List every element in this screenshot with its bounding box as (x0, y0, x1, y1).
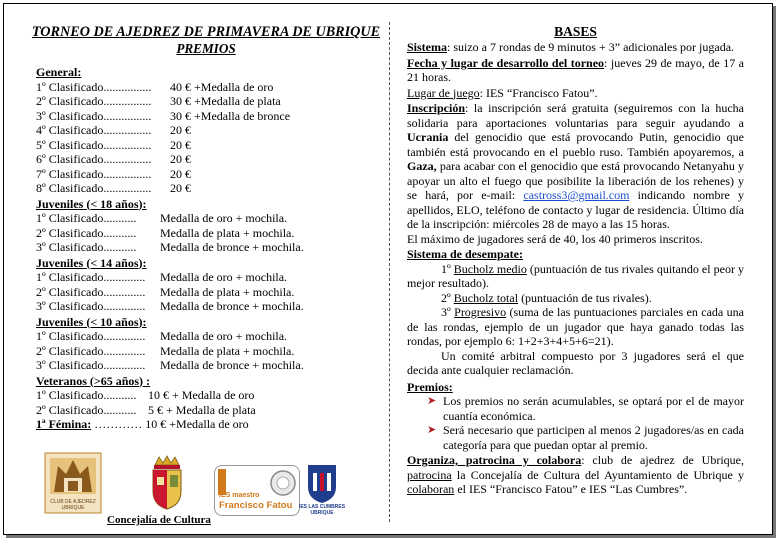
place-label: 2º Clasificado................ (36, 94, 152, 108)
organiza-text-3: el IES “Francisco Fatou” e IES “Las Cumbres”. (454, 482, 688, 496)
prize-row (36, 123, 376, 138)
prize-value: Medalla de oro + mochila. (160, 211, 288, 225)
femina-row (36, 417, 376, 432)
club-logo-text: CLUB DE AJEDREZ UBRIQUE (50, 499, 96, 511)
prize-value: 20 € (170, 181, 191, 195)
ies-fatou-line2: Francisco Fatou (219, 500, 293, 511)
ucrania-text: Ucrania (407, 130, 449, 144)
comite-text: Un comité arbitral compuesto por 3 jugadores será el que decida ante cualquier reclamación. (407, 348, 744, 377)
tournament-title: TORNEO DE AJEDREZ DE PRIMAVERA DE UBRIQUE (31, 24, 381, 40)
cumbres-logo-text: IES LAS CUMBRES UBRIQUE (298, 504, 346, 516)
inscripcion-text-4: indicando nombre y apellidos, ELO, teléfono de contacto y lugar de residencia. Último día de la inscripción: miércoles 28 de mayo a las 15 horas. (407, 188, 744, 231)
place-label: 2º Clasificado........... (36, 402, 137, 417)
place-label: 4º Clasificado................ (36, 123, 152, 137)
premio-2-text: Será necesario que participen al menos 2 jugadores/as en cada categoría para que puedan optar al premio. (443, 423, 744, 452)
prize-value: Medalla de oro + mochila. (160, 329, 288, 343)
prize-row (36, 138, 376, 153)
prize-row (36, 358, 376, 373)
inscripcion-text-3: para acabar con el genocidio que está provocando Netanyahu y apoyar un alto el fuego que posibilite la liberación de los rehenes) y se hará, por e-mail: (407, 159, 744, 202)
colaboran-label: colaboran (407, 482, 455, 496)
gaza-text: Gaza, (407, 159, 437, 173)
desempate-1 (407, 262, 744, 291)
juv14-list (36, 270, 376, 314)
desempate-2-label: Bucholz total (453, 290, 519, 305)
premio-bullet-1 (427, 394, 744, 423)
desempate-1-num: 1º (441, 261, 454, 276)
email-link[interactable]: castross3@gmail.com (523, 188, 630, 202)
prize-row (36, 329, 376, 344)
prize-value: Medalla de bronce + mochila. (160, 240, 304, 254)
place-label: 3º Clasificado.............. (36, 358, 146, 372)
inscripcion-paragraph (407, 101, 744, 232)
prize-value: Medalla de bronce + mochila. (160, 358, 304, 372)
juv14-heading: Juveniles (< 14 años): (36, 255, 147, 270)
bullet-icon: ➤ (427, 395, 437, 407)
sistema-text: : suizo a 7 rondas de 9 minutos + 3” adicionales por jugada. (447, 40, 735, 54)
prizes-title: PREMIOS (176, 41, 236, 56)
place-label: 8º Clasificado................ (36, 181, 152, 195)
ies-cumbres-logo (300, 461, 344, 521)
fecha-text: : jueves 29 de mayo, de 17 a 21 horas. (407, 55, 744, 84)
prize-value: 20 € (170, 123, 191, 137)
prize-row (36, 167, 376, 182)
prize-value: 30 € +Medalla de bronce (170, 108, 291, 123)
max-jugadores: El máximo de jugadores será de 40, los 40 primeros inscritos. (407, 231, 703, 246)
prize-value: Medalla de plata + mochila. (160, 225, 295, 240)
ayuntamiento-shield (149, 455, 185, 511)
prize-row (36, 109, 376, 124)
inscripcion-text-1: : la inscripción será gratuita (seguiremos con la hucha solidaria para aportaciones voluntarias para seguir ayudando a (407, 101, 744, 130)
femina-label: 1ª Fémina: (36, 417, 92, 431)
prize-value: Medalla de plata + mochila. (160, 284, 295, 299)
premio-bullet-2 (427, 423, 744, 452)
premio-1-text: Los premios no serán acumulables, se optará por el de mayor cuantía económica. (443, 394, 744, 423)
prizes-column (31, 24, 381, 432)
place-label: 2º Clasificado.............. (36, 284, 146, 299)
desempate-3-label: Progresivo (454, 305, 507, 319)
juv10-heading: Juveniles (< 10 años): (36, 314, 147, 329)
desempate-2 (407, 291, 744, 306)
concejalia-caption: Concejalía de Cultura (107, 514, 211, 526)
prize-row (36, 152, 376, 167)
general-heading: General: (36, 65, 82, 79)
lugar-text: : IES “Francisco Fatou”. (479, 85, 598, 100)
veteranos-list (36, 388, 376, 417)
desempate-1-text: (puntuación de tus rivales quitando el peor y mejor resultado). (407, 261, 745, 290)
prize-value: 5 € + Medalla de plata (148, 402, 256, 417)
prize-value: Medalla de oro + mochila. (160, 270, 288, 284)
sistema-label: Sistema (407, 40, 447, 54)
prize-value: 20 € (170, 166, 191, 181)
prize-row (36, 285, 376, 300)
lugar-label: Lugar de juego (407, 85, 480, 100)
prize-row (36, 226, 376, 241)
prize-value: 20 € (170, 152, 191, 166)
prize-value: 40 € +Medalla de oro (170, 79, 274, 94)
place-label: 1º Clasificado.............. (36, 270, 146, 284)
inscripcion-text-2: del genocidio que está provocando Putin, genocidio que también está provocando en el pueblo ruso. También apoyaremos, a (407, 130, 744, 159)
prize-value: Medalla de bronce + mochila. (160, 299, 304, 313)
prize-row (36, 344, 376, 359)
organiza-text-2: la Concejalía de Cultura del Ayuntamiento de Ubrique y (451, 467, 744, 482)
juv10-list (36, 329, 376, 373)
place-label: 1º Clasificado.............. (36, 329, 146, 343)
desempate-3-text: (suma de las puntuaciones parciales en cada una de las rondas, ejemplo de un jugador que haya ganado todas las rondas, por ejemplo 6: 1+2+3+4+5+6=21). (407, 305, 744, 348)
organiza-paragraph (407, 453, 744, 497)
premios-heading: Premios: (407, 379, 453, 394)
general-list (36, 80, 376, 196)
sponsor-logos (44, 452, 384, 528)
desempate-3 (407, 305, 744, 349)
place-label: 1º Clasificado................ (36, 79, 152, 94)
place-label: 3º Clasificado.............. (36, 299, 146, 313)
patrocina-label: patrocina (407, 467, 452, 482)
place-label: 1º Clasificado........... (36, 211, 137, 225)
club-ajedrez-logo (44, 452, 102, 514)
fecha-paragraph (407, 56, 744, 85)
desempate-2-text: (puntuación de tus rivales). (518, 290, 652, 305)
fecha-label: Fecha y lugar de desarrollo del torneo (407, 55, 605, 70)
ies-fatou-logo (214, 465, 300, 516)
prize-value: 10 € + Medalla de oro (148, 388, 255, 402)
ies-fatou-line1: IES maestro (219, 492, 260, 499)
organiza-label: Organiza, patrocina y colabora (407, 453, 582, 467)
lugar-paragraph (407, 86, 744, 101)
desempate-2-num: 2º (441, 290, 454, 305)
desempate-1-label: Bucholz medio (453, 261, 527, 276)
organiza-text-1: : club de ajedrez de Ubrique, (581, 453, 744, 467)
column-divider (389, 22, 390, 522)
prize-value: Medalla de plata + mochila. (160, 343, 295, 358)
juv18-list (36, 211, 376, 255)
place-label: 3º Clasificado................ (36, 108, 152, 123)
prize-row (36, 388, 376, 403)
prize-value: 30 € +Medalla de plata (170, 94, 281, 108)
place-label: 2º Clasificado........... (36, 225, 137, 240)
prize-row (36, 299, 376, 314)
place-label: 3º Clasificado........... (36, 240, 137, 254)
place-label: 1º Clasificado........... (36, 388, 137, 402)
prize-row (36, 270, 376, 285)
desempate-3-num: 3º (441, 305, 455, 319)
bases-column (407, 24, 744, 497)
place-label: 5º Clasificado................ (36, 137, 152, 152)
prize-row (36, 80, 376, 95)
place-label: 2º Clasificado.............. (36, 343, 146, 358)
prize-row (36, 403, 376, 418)
desempate-heading: Sistema de desempate: (407, 247, 523, 261)
prize-row (36, 94, 376, 109)
prize-row (36, 240, 376, 255)
inscripcion-label: Inscripción (407, 101, 466, 115)
bullet-icon: ➤ (427, 424, 437, 436)
prize-value: 20 € (170, 137, 191, 152)
femina-dots: ………… (91, 417, 146, 431)
veteranos-heading: Veteranos (>65 años) : (36, 373, 151, 388)
sistema-paragraph (407, 40, 744, 55)
prize-row (36, 181, 376, 196)
juv18-heading: Juveniles (< 18 años): (36, 196, 147, 211)
place-label: 7º Clasificado................ (36, 166, 152, 181)
place-label: 6º Clasificado................ (36, 152, 152, 166)
femina-prize: 10 € +Medalla de oro (145, 417, 249, 431)
bases-title: BASES (554, 24, 597, 39)
prize-row (36, 211, 376, 226)
